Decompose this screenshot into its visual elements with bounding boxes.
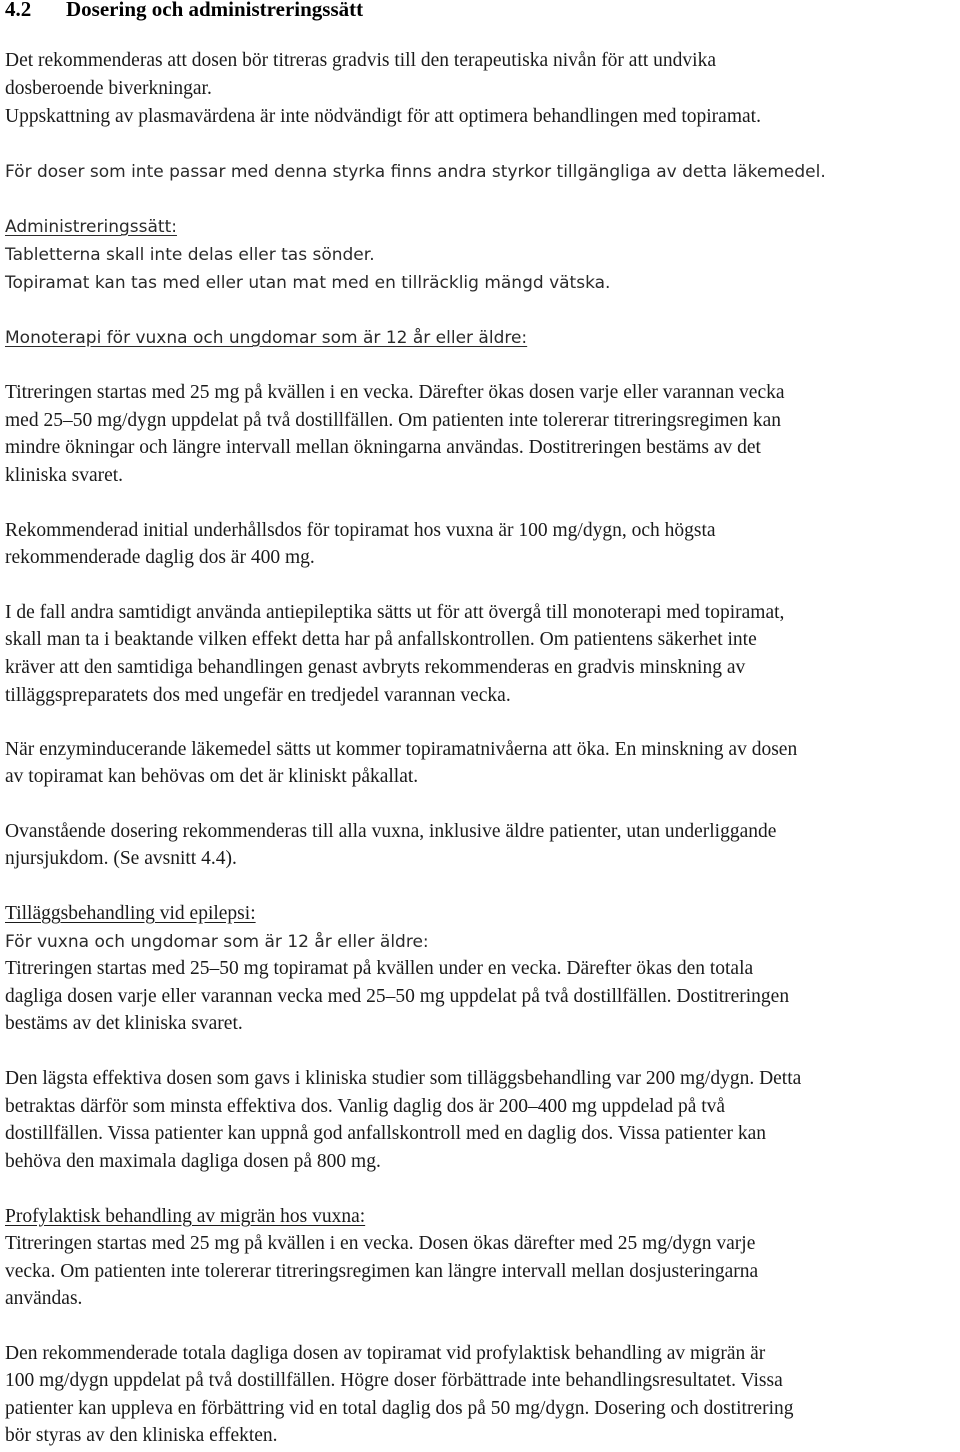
paragraph-line: dosberoende biverkningar. (5, 78, 212, 99)
paragraph-line: Den rekommenderade totala dagliga dosen av topiramat vid profylaktisk behandling av migrän är (5, 1343, 766, 1364)
paragraph-line: bestäms av det kliniska svaret. (5, 1013, 243, 1034)
paragraph-line: behöva den maximala dagliga dosen på 800 mg. (5, 1151, 381, 1172)
paragraph-line: 100 mg/dygn uppdelat på två dostillfällen. Högre doser förbättrade inte behandlingsresultatet. Vissa (5, 1370, 783, 1391)
paragraph-line: njursjukdom. (Se avsnitt 4.4). (5, 848, 237, 869)
paragraph-line: kräver att den samtidiga behandlingen genast avbryts rekommenderas en gradvis minskning av (5, 657, 746, 678)
paragraph-line: betraktas därför som minsta effektiva dos. Vanlig daglig dos är 200–400 mg uppdelad på två (5, 1096, 726, 1117)
section-title: Dosering och administreringssätt (66, 0, 364, 21)
paragraph-line: skall man ta i beaktande vilken effekt detta har på anfallskontrollen. Om patientens säkerhet inte (5, 629, 757, 650)
paragraph-line: Ovanstående dosering rekommenderas till alla vuxna, inklusive äldre patienter, utan underliggande (5, 821, 777, 842)
paragraph-line: För vuxna och ungdomar som är 12 år eller äldre: (5, 932, 429, 952)
paragraph-line: kliniska svaret. (5, 465, 124, 486)
paragraph-line: Titreringen startas med 25 mg på kvällen i en vecka. Därefter ökas dosen varje eller varannan vecka (5, 382, 785, 403)
paragraph-line: tilläggspreparatets dos med ungefär en tredjedel varannan vecka. (5, 685, 511, 706)
paragraph-line: Titreringen startas med 25 mg på kvällen i en vecka. Dosen ökas därefter med 25 mg/dygn varje (5, 1233, 756, 1254)
subheading-adjunctive-therapy: Tilläggsbehandling vid epilepsi: (5, 903, 256, 924)
paragraph-line: Rekommenderad initial underhållsdos för topiramat hos vuxna är 100 mg/dygn, och högsta (5, 520, 716, 541)
paragraph-line: Titreringen startas med 25–50 mg topiramat på kvällen under en vecka. Därefter ökas den totala (5, 958, 754, 979)
paragraph-line: Topiramat kan tas med eller utan mat med en tillräcklig mängd vätska. (5, 273, 611, 293)
subheading-administration: Administreringssätt: (5, 217, 177, 237)
paragraph-line: av topiramat kan behövas om det är kliniskt påkallat. (5, 766, 419, 787)
section-heading (0, 0, 960, 25)
subheading-monotherapy: Monoterapi för vuxna och ungdomar som är 12 år eller äldre: (5, 328, 528, 348)
paragraph-line: rekommenderade daglig dos är 400 mg. (5, 547, 315, 568)
paragraph-line: För doser som inte passar med denna styrka finns andra styrkor tillgängliga av detta läkemedel. (5, 162, 826, 182)
paragraph-line: I de fall andra samtidigt använda antiepileptika sätts ut för att övergå till monoterapi med topiramat, (5, 602, 785, 623)
paragraph-line: med 25–50 mg/dygn uppdelat på två dostillfällen. Om patienten inte tolererar titreringsregimen kan (5, 410, 781, 431)
paragraph-line: dostillfällen. Vissa patienter kan uppnå god anfallskontroll med en daglig dos. Vissa patienter kan (5, 1123, 767, 1144)
paragraph-line: dagliga dosen varje eller varannan vecka med 25–50 mg uppdelat på två dostillfällen. Dostitreringen (5, 986, 790, 1007)
section-number: 4.2 (5, 0, 32, 21)
paragraph-line: vecka. Om patienten inte tolererar titreringsregimen kan längre intervall mellan dosjusteringarna (5, 1261, 759, 1282)
paragraph-line: bör styras av den kliniska effekten. (5, 1425, 278, 1446)
paragraph-line: Det rekommenderas att dosen bör titreras gradvis till den terapeutiska nivån för att undvika (5, 50, 716, 71)
paragraph-line: När enzyminducerande läkemedel sätts ut kommer topiramatnivåerna att öka. En minskning av dosen (5, 739, 798, 760)
paragraph-line: mindre ökningar och längre intervall mellan ökningarna användas. Dostitreringen bestäms av det (5, 437, 761, 458)
paragraph-line: patienter kan uppleva en förbättring vid en total daglig dos på 50 mg/dygn. Dosering och dostitrering (5, 1398, 794, 1419)
paragraph-line: Tabletterna skall inte delas eller tas sönder. (5, 245, 375, 265)
subheading-migraine-prophylaxis: Profylaktisk behandling av migrän hos vuxna: (5, 1206, 366, 1227)
paragraph-line: Den lägsta effektiva dosen som gavs i kliniska studier som tilläggsbehandling var 200 mg/dygn. Detta (5, 1068, 802, 1089)
paragraph-line: Uppskattning av plasmavärdena är inte nödvändigt för att optimera behandlingen med topiramat. (5, 106, 761, 127)
paragraph-line: användas. (5, 1288, 83, 1309)
